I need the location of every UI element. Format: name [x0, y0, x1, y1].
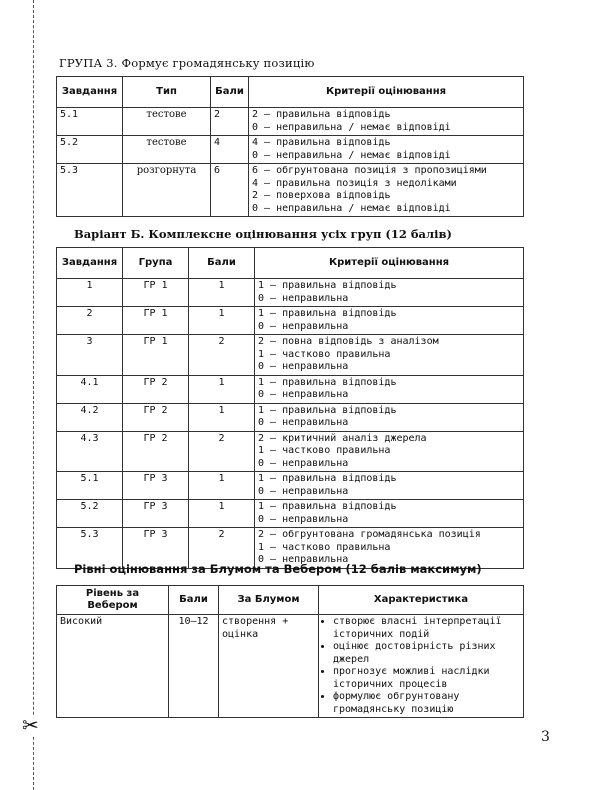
criteria-cell — [255, 472, 524, 500]
group-cell: ГР 3 — [123, 528, 189, 569]
task-cell: 5.1 — [57, 108, 123, 136]
criteria-line: 0 – неправильна — [258, 389, 349, 400]
table-row — [57, 500, 524, 528]
criteria-line: 1 – частково правильна — [258, 541, 391, 553]
criteria-line: 4 – правильна відповідь — [252, 137, 391, 148]
list-item: • прогнозує можливі наслідки історичних процесів — [333, 666, 520, 691]
criteria-cell — [249, 136, 524, 164]
table-row — [57, 335, 524, 376]
task-cell: 1 — [57, 279, 123, 307]
criteria-line: 1 – правильна відповідь — [258, 308, 397, 319]
criteria-line: 0 – неправильна — [258, 417, 349, 428]
table-row — [57, 375, 524, 403]
task-cell: 4.2 — [57, 403, 123, 431]
points-cell: 6 — [211, 164, 249, 217]
points-cell: 1 — [189, 472, 255, 500]
task-cell: 5.2 — [57, 136, 123, 164]
criteria-line: 1 – правильна відповідь — [258, 404, 397, 416]
task-cell: 5.2 — [57, 500, 123, 528]
table-row — [57, 615, 524, 718]
table-row — [57, 431, 524, 472]
criteria-line: 0 – неправильна — [258, 457, 349, 469]
criteria-line: 1 – частково правильна — [258, 445, 391, 456]
criteria-line: 0 – неправильна / немає відповіді — [252, 149, 451, 161]
task-cell: 3 — [57, 335, 123, 376]
characteristics-list — [322, 616, 520, 716]
col-header-task: Завдання — [57, 248, 123, 279]
points-cell: 2 — [189, 335, 255, 376]
group3-heading: ГРУПА 3. Формує громадянську позицію — [59, 56, 315, 70]
criteria-cell — [249, 164, 524, 217]
task-cell: 2 — [57, 307, 123, 335]
criteria-line: 0 – неправильна — [258, 292, 349, 304]
criteria-line: 0 – неправильна — [258, 320, 349, 332]
table-row — [57, 472, 524, 500]
criteria-line: 6 – обгрунтована позиція з пропозиціями — [252, 165, 487, 176]
group-cell: ГР 2 — [123, 431, 189, 472]
criteria-line: 2 – критичний аналіз джерела — [258, 432, 427, 444]
col-header-type: Тип — [123, 77, 211, 108]
table-row — [57, 136, 524, 164]
type-cell: розгорнута — [123, 164, 211, 217]
points-cell: 2 — [211, 108, 249, 136]
criteria-cell — [255, 335, 524, 376]
criteria-line: 1 – правильна відповідь — [258, 280, 397, 291]
col-header-task: Завдання — [57, 77, 123, 108]
bloom-heading: Рівні оцінювання за Блумом та Вебером (12 балів максимум) — [74, 562, 482, 576]
list-item: • оцінює достовірність різних джерел — [333, 641, 520, 666]
criteria-line: 4 – правильна позиція з недоліками — [252, 177, 457, 189]
points-cell: 1 — [189, 500, 255, 528]
page-number: 3 — [541, 729, 550, 745]
criteria-cell — [255, 279, 524, 307]
points-cell: 1 — [189, 403, 255, 431]
type-cell: тестове — [123, 136, 211, 164]
group-cell: ГР 1 — [123, 335, 189, 376]
table-row — [57, 307, 524, 335]
list-item: • формулює обгрунтовану громадянську позицію — [333, 691, 520, 716]
criteria-cell — [255, 403, 524, 431]
bloom-table — [56, 585, 524, 718]
table-row — [57, 279, 524, 307]
criteria-line: 0 – неправильна — [258, 485, 349, 497]
points-cell: 2 — [189, 528, 255, 569]
points-cell: 1 — [189, 307, 255, 335]
task-cell: 5.3 — [57, 164, 123, 217]
group-cell: ГР 3 — [123, 500, 189, 528]
points-cell: 10–12 — [169, 615, 219, 718]
criteria-cell — [255, 307, 524, 335]
variant-b-table — [56, 247, 524, 569]
criteria-line: 0 – неправильна — [258, 513, 349, 525]
group3-table — [56, 76, 524, 217]
col-header-level: Рівень за Вебером — [57, 586, 169, 615]
col-header-points: Бали — [211, 77, 249, 108]
points-cell: 4 — [211, 136, 249, 164]
cut-line — [33, 0, 34, 790]
criteria-line: 2 – обгрунтована громадянська позиція — [258, 529, 481, 540]
col-header-points: Бали — [189, 248, 255, 279]
group-cell: ГР 1 — [123, 307, 189, 335]
col-header-points: Бали — [169, 586, 219, 615]
col-header-criteria: Критерії оцінювання — [255, 248, 524, 279]
criteria-cell — [249, 108, 524, 136]
table-row — [57, 108, 524, 136]
task-cell: 5.1 — [57, 472, 123, 500]
col-header-bloom: За Блумом — [219, 586, 319, 615]
table-row — [57, 164, 524, 217]
task-cell: 4.1 — [57, 375, 123, 403]
scissors-icon: ✂ — [22, 713, 39, 737]
table-row — [57, 403, 524, 431]
criteria-line: 0 – неправильна / немає відповіді — [252, 121, 451, 133]
criteria-line: 2 – повна відповідь з аналізом — [258, 336, 439, 347]
group-cell: ГР 3 — [123, 472, 189, 500]
criteria-line: 2 – правильна відповідь — [252, 109, 391, 120]
criteria-line: 0 – неправильна — [258, 554, 349, 565]
criteria-line: 1 – правильна відповідь — [258, 376, 397, 388]
variant-b-heading: Варіант Б. Комплексне оцінювання усіх груп (12 балів) — [74, 227, 452, 241]
criteria-line: 1 – правильна відповідь — [258, 501, 397, 512]
criteria-cell — [255, 431, 524, 472]
col-header-characteristics: Характеристика — [319, 586, 524, 615]
criteria-cell — [255, 500, 524, 528]
points-cell: 1 — [189, 375, 255, 403]
criteria-line: 1 – частково правильна — [258, 348, 391, 360]
col-header-group: Група — [123, 248, 189, 279]
points-cell: 2 — [189, 431, 255, 472]
criteria-cell — [255, 375, 524, 403]
points-cell: 1 — [189, 279, 255, 307]
characteristics-cell — [319, 615, 524, 718]
group-cell: ГР 2 — [123, 403, 189, 431]
task-cell: 5.3 — [57, 528, 123, 569]
group-cell: ГР 2 — [123, 375, 189, 403]
group-cell: ГР 1 — [123, 279, 189, 307]
criteria-line: 1 – правильна відповідь — [258, 473, 397, 484]
criteria-line: 0 – неправильна / немає відповіді — [252, 202, 451, 214]
type-cell: тестове — [123, 108, 211, 136]
level-cell: Високий — [57, 615, 169, 718]
criteria-line: 2 – поверхова відповідь — [252, 190, 391, 201]
col-header-criteria: Критерії оцінювання — [249, 77, 524, 108]
criteria-line: 0 – неправильна — [258, 361, 349, 372]
bloom-cell: створення + оцінка — [219, 615, 319, 718]
list-item: • створює власні інтерпретації історичних подій — [333, 616, 520, 641]
task-cell: 4.3 — [57, 431, 123, 472]
